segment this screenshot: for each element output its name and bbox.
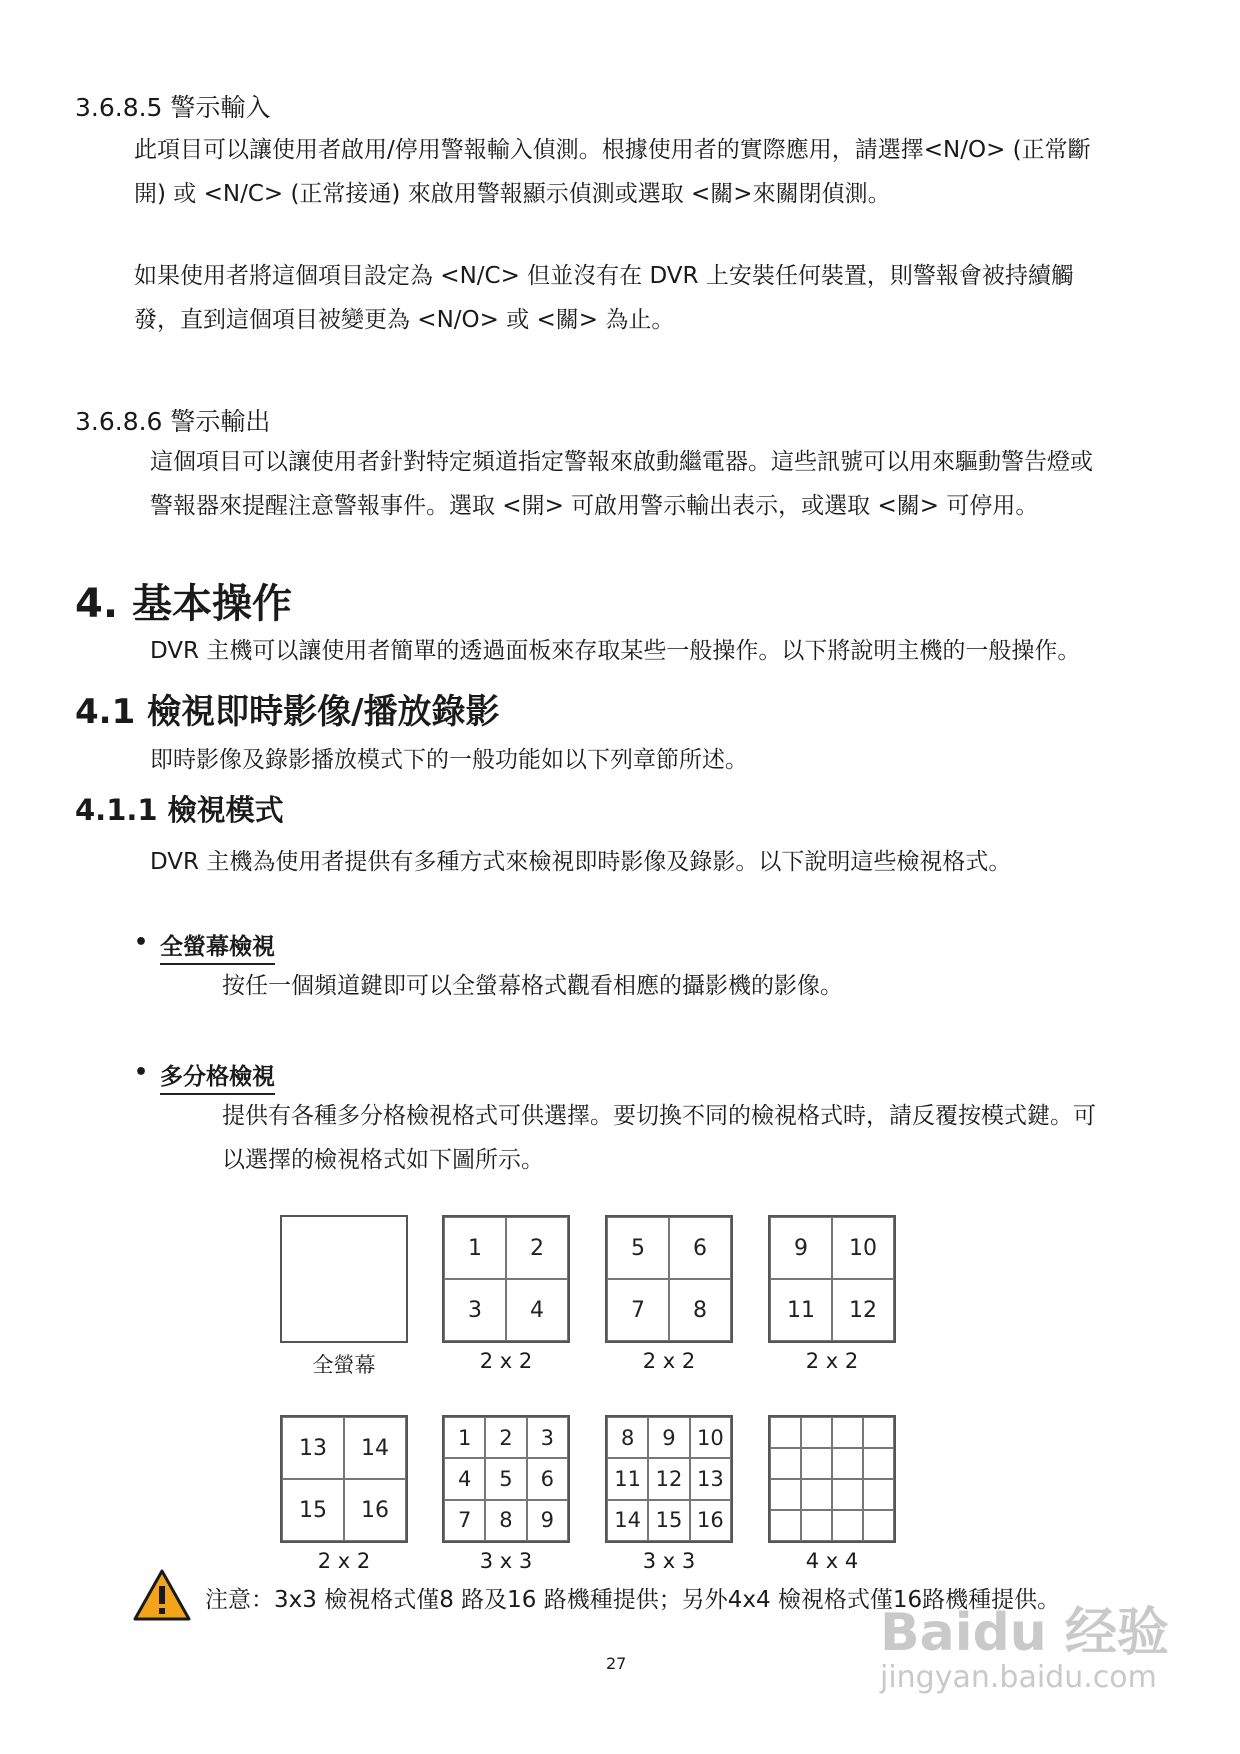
layout-cell <box>770 1510 801 1541</box>
layout-cell <box>832 1479 863 1510</box>
layout-cell <box>801 1479 832 1510</box>
layout-cell: 2 <box>485 1417 526 1458</box>
bullet-dot: • <box>134 1060 149 1085</box>
layout-cell: 7 <box>607 1279 669 1341</box>
layout-cell <box>863 1510 894 1541</box>
watermark-logo: Baidu 经验 <box>880 1603 1169 1663</box>
layout-caption: 3 x 3 <box>479 1549 533 1573</box>
layout-cell <box>863 1479 894 1510</box>
warning-icon <box>132 1568 192 1622</box>
layout-cell: 1 <box>444 1417 485 1458</box>
layout-cell: 11 <box>770 1279 832 1341</box>
layout-cell: 13 <box>282 1417 344 1479</box>
note-text: 注意：3x3 檢視格式僅8 路及16 路機種提供；另外4x4 檢視格式僅16路機種提供。 <box>205 1587 1061 1613</box>
layout-cell: 15 <box>282 1479 344 1541</box>
layout-cell: 8 <box>485 1500 526 1541</box>
section-heading-3685: 3.6.8.5 警示輸入 <box>75 93 271 122</box>
layout-caption: 2 x 2 <box>317 1549 371 1573</box>
text-line: 警報器來提醒注意警報事件。選取 <開> 可啟用警示輸出表示，或選取 <關> 可停用。 <box>150 493 1039 519</box>
watermark-url: jingyan.baidu.com <box>880 1660 1157 1695</box>
page-number: 27 <box>606 1654 627 1673</box>
bullet-text-fullscreen: 按任一個頻道鍵即可以全螢幕格式觀看相應的攝影機的影像。 <box>222 973 843 999</box>
paragraph-view-modes: DVR 主機為使用者提供有多種方式來檢視即時影像及錄影。以下說明這些檢視格式。 <box>150 849 1012 875</box>
layout-cell <box>832 1510 863 1541</box>
paragraph-alarm-output <box>150 440 1180 528</box>
layout-caption: 2 x 2 <box>642 1349 696 1373</box>
paragraph-live-playback: 即時影像及錄影播放模式下的一般功能如以下列章節所述。 <box>150 747 748 773</box>
layout-cell: 16 <box>344 1479 406 1541</box>
layout-cell: 6 <box>527 1458 568 1499</box>
layout-cell: 6 <box>669 1217 731 1279</box>
layout-cell <box>863 1417 894 1448</box>
layout-grid <box>768 1215 896 1343</box>
layout-cell <box>801 1510 832 1541</box>
bullet-text-multiview <box>222 1094 1172 1182</box>
layout-cell: 10 <box>832 1217 894 1279</box>
layout-caption: 2 x 2 <box>479 1349 533 1373</box>
layout-cell: 9 <box>770 1217 832 1279</box>
layout-cell: 4 <box>506 1279 568 1341</box>
layout-grid <box>605 1415 733 1543</box>
layout-grid <box>442 1415 570 1543</box>
layout-cell: 4 <box>444 1458 485 1499</box>
text-line: 提供有各種多分格檢視格式可供選擇。要切換不同的檢視格式時，請反覆按模式鍵。可 <box>222 1103 1096 1129</box>
layout-cell <box>801 1448 832 1479</box>
layout-cell: 5 <box>607 1217 669 1279</box>
layout-grid <box>280 1415 408 1543</box>
bullet-title-multiview: 多分格檢視 <box>160 1058 275 1095</box>
layout-cell: 8 <box>607 1417 648 1458</box>
layout-caption: 3 x 3 <box>642 1549 696 1573</box>
layout-cell: 11 <box>607 1458 648 1499</box>
chapter-heading-4: 4. 基本操作 <box>75 581 292 627</box>
layout-cell: 9 <box>648 1417 689 1458</box>
bullet-dot: • <box>134 930 149 955</box>
bullet-title-fullscreen: 全螢幕檢視 <box>160 928 275 965</box>
layout-caption: 4 x 4 <box>805 1549 859 1573</box>
layout-cell: 9 <box>527 1500 568 1541</box>
layout-cell: 8 <box>669 1279 731 1341</box>
text-line: 開) 或 <N/C> (正常接通) 來啟用警報顯示偵測或選取 <關>來關閉偵測。 <box>134 181 891 207</box>
text-line: 以選擇的檢視格式如下圖所示。 <box>222 1147 544 1173</box>
layout-cell: 12 <box>648 1458 689 1499</box>
layout-cell: 3 <box>527 1417 568 1458</box>
layout-caption: 全螢幕 <box>312 1353 376 1377</box>
layout-cell: 13 <box>690 1458 731 1499</box>
text-line: 如果使用者將這個項目設定為 <N/C> 但並沒有在 DVR 上安裝任何裝置，則警報會被持續觸 <box>134 263 1074 289</box>
layout-cell <box>832 1448 863 1479</box>
text-line: 此項目可以讓使用者啟用/停用警報輸入偵測。根據使用者的實際應用，請選擇<N/O> (正常斷 <box>134 137 1091 163</box>
layout-grid <box>280 1215 408 1343</box>
layout-grid <box>605 1215 733 1343</box>
paragraph-alarm-input-2 <box>134 254 1174 342</box>
layout-cell: 5 <box>485 1458 526 1499</box>
layout-cell: 14 <box>344 1417 406 1479</box>
paragraph-basic-ops: DVR 主機可以讓使用者簡單的透過面板來存取某些一般操作。以下將說明主機的一般操作。 <box>150 638 1081 664</box>
paragraph-alarm-input-1 <box>134 128 1174 216</box>
layout-cell: 3 <box>444 1279 506 1341</box>
layout-cell <box>832 1417 863 1448</box>
layout-grid <box>768 1415 896 1543</box>
layout-cell <box>770 1448 801 1479</box>
layout-cell: 14 <box>607 1500 648 1541</box>
layout-cell <box>801 1417 832 1448</box>
layout-cell: 7 <box>444 1500 485 1541</box>
layout-cell: 10 <box>690 1417 731 1458</box>
layout-cell: 15 <box>648 1500 689 1541</box>
layout-cell: 2 <box>506 1217 568 1279</box>
layout-cell <box>282 1217 406 1341</box>
section-heading-41: 4.1 檢視即時影像/播放錄影 <box>75 692 500 732</box>
section-heading-411: 4.1.1 檢視模式 <box>75 793 284 827</box>
layout-grid <box>442 1215 570 1343</box>
layout-cell <box>770 1479 801 1510</box>
layout-cell <box>770 1417 801 1448</box>
text-line: 這個項目可以讓使用者針對特定頻道指定警報來啟動繼電器。這些訊號可以用來驅動警告燈或 <box>150 449 1093 475</box>
section-heading-3686: 3.6.8.6 警示輸出 <box>75 407 271 436</box>
layout-caption: 2 x 2 <box>805 1349 859 1373</box>
layout-cell: 1 <box>444 1217 506 1279</box>
layout-cell <box>863 1448 894 1479</box>
layout-cell: 16 <box>690 1500 731 1541</box>
layout-cell: 12 <box>832 1279 894 1341</box>
text-line: 發，直到這個項目被變更為 <N/O> 或 <關> 為止。 <box>134 307 675 333</box>
